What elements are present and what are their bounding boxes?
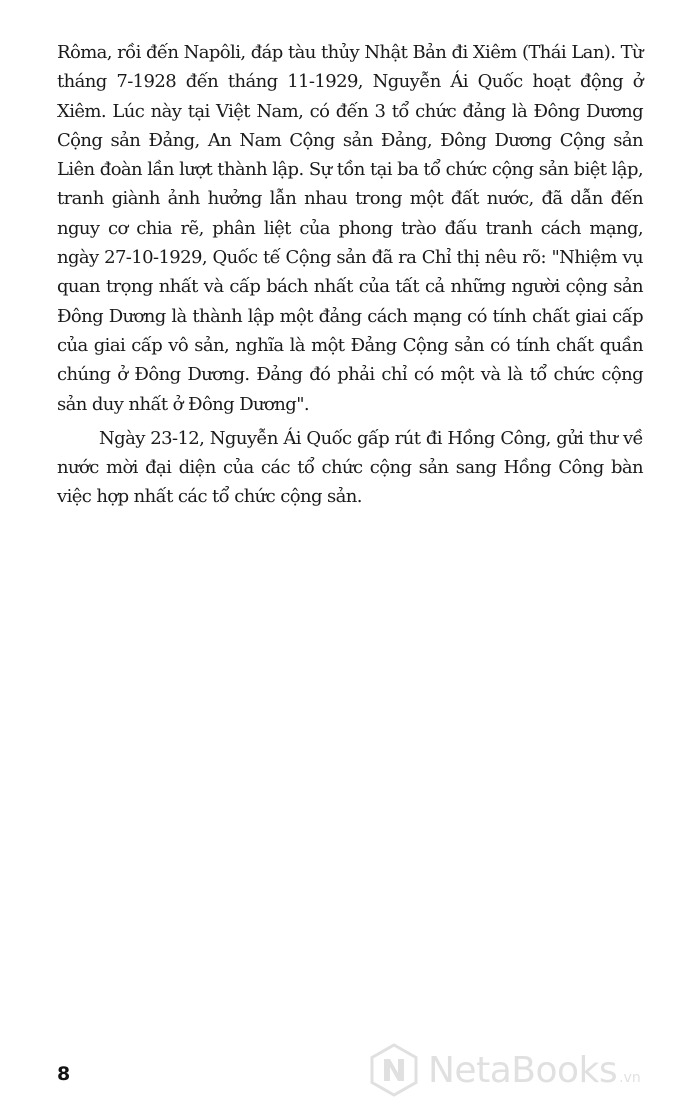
paragraph-1: Rôma, rồi đến Napôli, đáp tàu thủy Nhật Bản đi Xiêm (Thái Lan). Từ tháng 7-1928 đến tháng 11-1929, Nguyễn Ái Quốc hoạt động ở Xiêm. Lúc này tại Việt Nam, có đến 3 tổ chức đảng là Đông Dương Cộng sản Đảng, An Nam Cộng sản Đảng, Đông Dương Cộng sản Liên đoàn lần lượt thành lập. Sự tồn tại ba tổ chức cộng sản biệt lập, tranh giành ảnh hưởng lẫn nhau trong một đất nước, đã dẫn đến nguy cơ chia rẽ, phân liệt của phong trào đấu tranh cách mạng, ngày 27-10-1929, Quốc tế Cộng sản đã ra Chỉ thị nêu rõ: "Nhiệm vụ quan trọng nhất và cấp bách nhất của tất cả những người cộng sản Đông Dương là thành lập một đảng cách mạng có tính chất giai cấp của giai cấp vô sản, nghĩa là một Đảng Cộng sản có tính chất quần chúng ở Đông Dương. Đảng đó phải chỉ có một và là tổ chức cộng sản duy nhất ở Đông Dương". <box>57 42 643 415</box>
page-body <box>57 38 643 517</box>
page-number: 8 <box>57 1063 71 1085</box>
netabooks-watermark <box>366 1042 641 1098</box>
paragraph-2: Ngày 23-12, Nguyễn Ái Quốc gấp rút đi Hồng Công, gửi thư về nước mời đại diện của các tổ chức cộng sản sang Hồng Công bàn việc hợp nhất các tổ chức cộng sản. <box>57 427 643 508</box>
watermark-domain-suffix: .vn <box>619 1070 641 1086</box>
netabooks-logo-icon <box>366 1042 422 1098</box>
watermark-brand-text: NetaBooks <box>428 1049 618 1091</box>
